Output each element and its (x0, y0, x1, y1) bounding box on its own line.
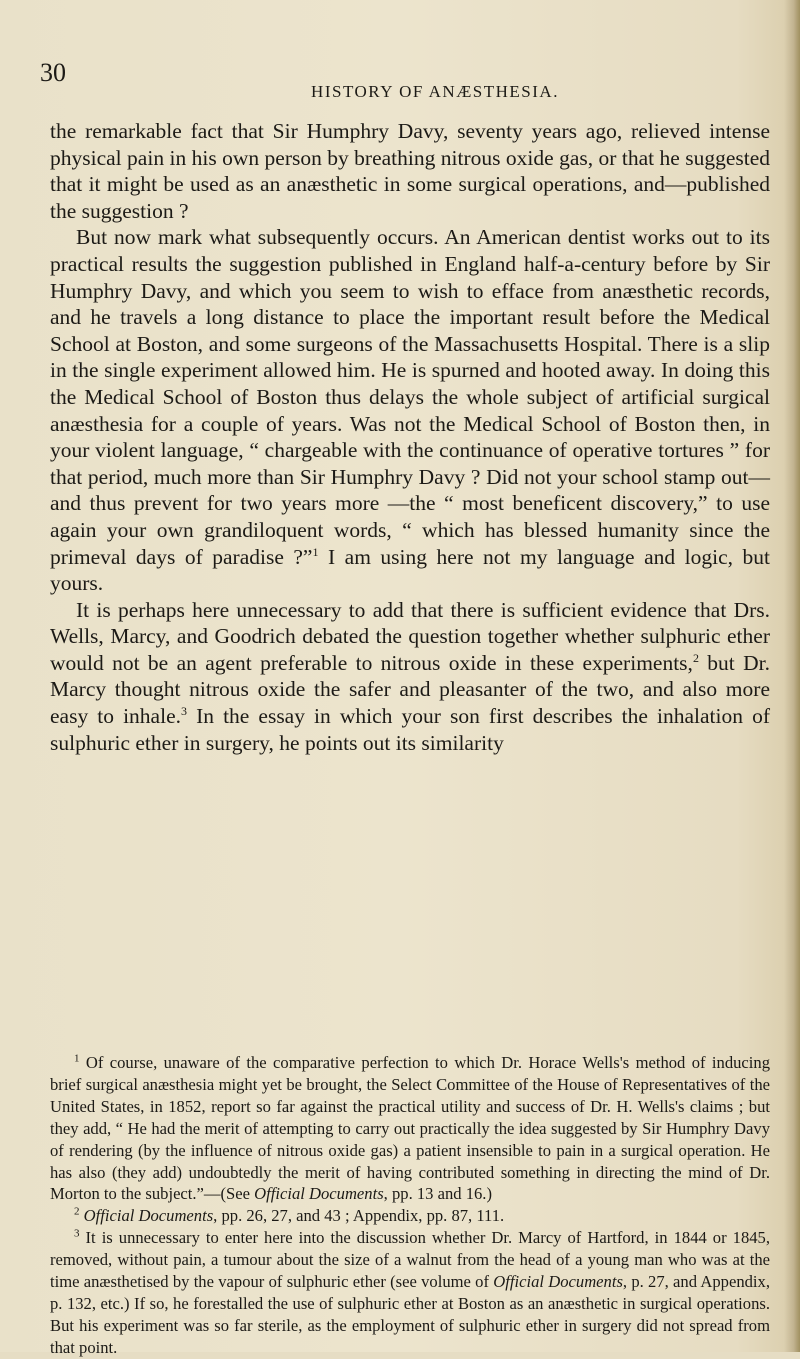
footnote-1-text: Of course, unaware of the comparative perfection to which Dr. Horace Wells's method of inducing brief surgical anæsthesia might yet be brought, the Select Committee of the House of Representatives of the United States, in 1852, report so far against the practical utility and success of Dr. H. Wells's claims ; but they add, “ He had the merit of attempting to carry out practically the idea suggested by Sir Humphry Davy of rendering (by the influence of nitrous oxide gas) a patient insensible to pain in a surgical operation. He has also (they add) undoubtedly the merit of having contributed something in directing the mind of Dr. Morton to the subject.”—(See (50, 1053, 770, 1204)
running-title-text: HISTORY OF ANÆSTHESIA. (311, 82, 559, 101)
footnote-3 (50, 1227, 770, 1358)
footnote-2-citation: Official Documents (83, 1206, 214, 1226)
footnotes (50, 1052, 770, 1359)
paragraph-2-text: But now mark what subsequently occurs. An American dentist works out to its practical results the suggestion published in England half-a-century before by Sir Humphry Davy, and which you seem to wish to efface from anæsthetic records, and he travels a long distance to place the important result before the Medical School at Boston, and some surgeons of the Massachusetts Hospital. There is a slip in the single experiment allowed him. He is spurned and hooted away. In doing this the Medical School of Boston thus delays the whole subject of artificial surgical anæsthesia for a couple of years. Was not the Medical School of Boston then, in your violent language, “ chargeable with the continuance of operative tortures ” for that period, much more than Sir Humphry Davy ? Did not your school stamp out—and thus prevent for two years more —the “ most beneficent discovery,” to use again your own grandiloquent words, “ which has blessed humanity since the primeval days of paradise ?” (50, 225, 770, 569)
footnote-ref-3: 3 (181, 703, 187, 718)
footnote-3-text: It is unnecessary to enter here into the discussion whether Dr. Marcy of Hartford, in 1844 or 1845, removed, without pain, a tumour about the size of a walnut from the head of a young man who was at the time anæsthetised by the vapour of sulphuric ether (see volume of (50, 1228, 770, 1292)
footnote-1 (50, 1052, 770, 1205)
footnote-3-citation: Official Documents (493, 1272, 623, 1292)
paragraph-3-tail: In the essay in which your son first describes the inhalation of sulphuric ether in surgery, he points out its similarity (50, 704, 770, 755)
paragraph-2-tail: I am using here not my language and logic, but yours. (50, 544, 770, 596)
paragraph-3 (50, 597, 770, 757)
paragraph-1: the remarkable fact that Sir Humphry Davy, seventy years ago, relieved intense physical pain in his own person by breathing nitrous oxide gas, or that he suggested that it might be used as an anæsthetic in some surgical operations, and—published the suggestion ? (50, 119, 770, 223)
footnote-1-citation: Official Documents (254, 1184, 384, 1204)
footnote-1-mark: 1 (74, 1052, 80, 1065)
running-title (0, 82, 800, 102)
footnote-2-mark: 2 (74, 1205, 80, 1218)
footnote-2 (50, 1205, 770, 1227)
footnote-3-end: , p. 27, and Appendix, p. 132, etc.) If so, he forestalled the use of sulphuric ether at Boston as an anæsthetic in surgical operations. But his experiment was so far sterile, as the employment of sulphuric ether in surgery did not spread from that point. (50, 1272, 770, 1357)
footnote-ref-1: 1 (312, 544, 319, 559)
paragraph-3-middle: but Dr. Marcy thought nitrous oxide the safer and pleasanter of the two, and also more easy to inhale. (50, 650, 770, 729)
footnote-1-end: , pp. 13 and 16.) (383, 1184, 492, 1204)
paragraph-3-text: It is perhaps here unnecessary to add that there is sufficient evidence that Drs. Wells, Marcy, and Goodrich debated the question together whether sulphuric ether would not be an agent preferable to nitrous oxide in these experiments, (50, 597, 770, 675)
page-number: 30 (40, 58, 66, 87)
main-text (50, 118, 770, 756)
page-edge-shadow (784, 0, 800, 1352)
footnote-2-text: , pp. 26, 27, and 43 ; Appendix, pp. 87, 111. (213, 1206, 505, 1226)
paragraph-2 (50, 224, 770, 596)
footnote-ref-2: 2 (692, 650, 699, 665)
footnote-3-mark: 3 (74, 1227, 80, 1240)
